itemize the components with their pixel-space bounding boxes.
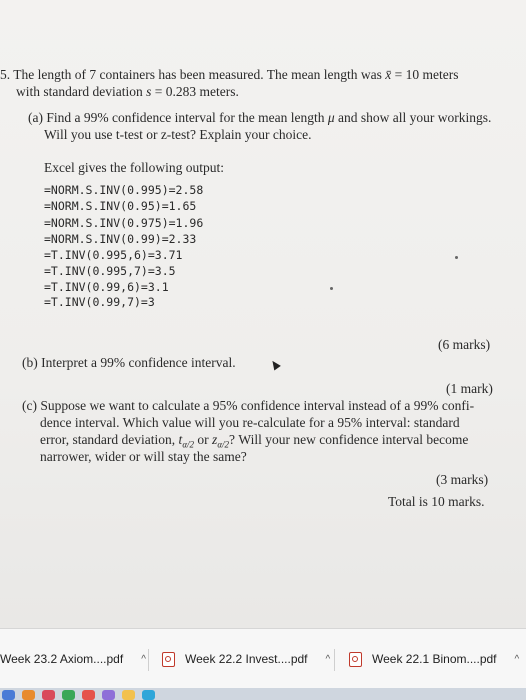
excel-line-8: =T.INV(0.99,7)=3 (44, 295, 155, 309)
part-a-marks: (6 marks) (438, 337, 491, 352)
dock-app-icon[interactable] (2, 690, 15, 700)
download-item-1[interactable] (0, 647, 146, 671)
pdf-file-icon (162, 652, 175, 667)
part-c-line-2: dence interval. Which value will you re-calculate for a 95% interval: standard (40, 415, 460, 430)
question-line-2 (16, 84, 239, 100)
dock (0, 688, 526, 700)
dock-app-icon[interactable] (102, 690, 115, 700)
excel-line-1: =NORM.S.INV(0.995)=2.58 (44, 183, 204, 197)
speck-mark (455, 256, 458, 259)
excel-line-5: =T.INV(0.995,6)=3.71 (44, 248, 183, 262)
excel-line-7: =T.INV(0.99,6)=3.1 (44, 280, 169, 294)
mean-value: = 10 meters (391, 67, 459, 82)
excel-line-4: =NORM.S.INV(0.99)=2.33 (44, 232, 197, 246)
total-marks: Total is 10 marks. (388, 494, 485, 509)
z-subscript: α/2 (217, 439, 230, 450)
part-b-marks: (1 mark) (446, 381, 493, 396)
sd-text: with standard deviation (16, 84, 147, 99)
dock-app-icon[interactable] (62, 690, 75, 700)
download-item-3[interactable] (349, 647, 519, 671)
part-a-line-1 (28, 110, 491, 126)
download-filename: Week 23.2 Axiom....pdf (0, 652, 124, 666)
download-filename: Week 22.1 Binom....pdf (372, 652, 497, 666)
divider (334, 649, 335, 671)
part-a-text-end: and show all your workings. (334, 110, 492, 125)
t-subscript: α/2 (182, 439, 195, 450)
part-c-line-1: (c) Suppose we want to calculate a 95% confidence interval instead of a 99% confi- (22, 398, 475, 413)
part-c-text-end: ? Will your new confidence interval become (229, 432, 469, 447)
excel-line-2: =NORM.S.INV(0.95)=1.65 (44, 199, 197, 213)
excel-line-6: =T.INV(0.995,7)=3.5 (44, 264, 176, 278)
dock-app-icon[interactable] (142, 690, 155, 700)
chevron-up-icon[interactable]: ^ (141, 653, 146, 665)
mu-symbol: μ (327, 110, 335, 125)
s-symbol: s (146, 84, 152, 99)
dock-app-icon[interactable] (22, 690, 35, 700)
download-bar (0, 628, 526, 689)
download-filename: Week 22.2 Invest....pdf (185, 652, 308, 666)
dock-app-icon[interactable] (122, 690, 135, 700)
part-c-marks: (3 marks) (436, 472, 489, 487)
t-symbol: t (178, 432, 183, 447)
question-line-1 (0, 67, 459, 83)
xbar-symbol: x̄ (385, 67, 392, 82)
download-item-2[interactable] (162, 647, 330, 671)
pdf-file-icon (349, 652, 362, 667)
dock-app-icon[interactable] (82, 690, 95, 700)
divider (148, 649, 149, 671)
part-c-line-4: narrower, wider or will stay the same? (40, 449, 247, 464)
speck-mark (330, 287, 333, 290)
excel-line-3: =NORM.S.INV(0.975)=1.96 (44, 216, 204, 230)
or-text: or (194, 432, 213, 447)
chevron-up-icon[interactable]: ^ (514, 653, 520, 665)
chevron-up-icon[interactable]: ^ (325, 653, 331, 665)
mouse-cursor-icon (269, 359, 281, 371)
part-b-text: (b) Interpret a 99% confidence interval. (22, 355, 236, 370)
excel-heading: Excel gives the following output: (44, 160, 224, 175)
dock-app-icon[interactable] (42, 690, 55, 700)
z-symbol: z (212, 432, 218, 447)
question-text: 5. The length of 7 containers has been measured. The mean length was (0, 67, 382, 82)
part-a-line-2: Will you use t-test or z-test? Explain your choice. (44, 127, 312, 142)
part-a-text: (a) Find a 99% confidence interval for the mean length (28, 110, 328, 125)
sd-value: = 0.283 meters. (151, 84, 239, 99)
part-c-text: error, standard deviation, (40, 432, 179, 447)
